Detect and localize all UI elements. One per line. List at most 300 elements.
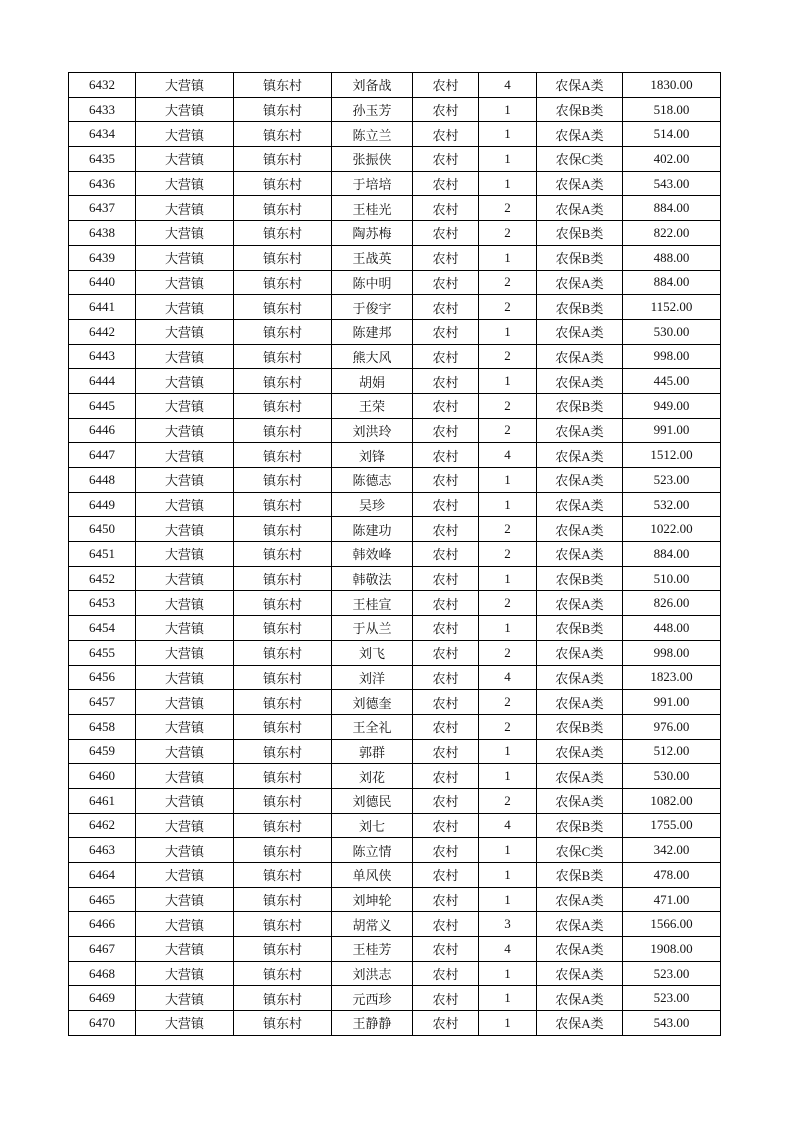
cell-insurance-category: 农保B类 <box>537 863 623 888</box>
cell-record-number: 6469 <box>69 986 136 1011</box>
table-row <box>69 492 721 517</box>
cell-town: 大营镇 <box>136 492 234 517</box>
cell-household-type: 农村 <box>413 393 479 418</box>
cell-village: 镇东村 <box>234 566 332 591</box>
cell-household-type: 农村 <box>413 788 479 813</box>
cell-village: 镇东村 <box>234 245 332 270</box>
cell-name: 王桂光 <box>332 196 413 221</box>
cell-record-number: 6470 <box>69 1011 136 1036</box>
cell-amount: 1823.00 <box>623 665 721 690</box>
cell-record-number: 6459 <box>69 739 136 764</box>
table-row <box>69 937 721 962</box>
cell-name: 胡娟 <box>332 369 413 394</box>
cell-amount: 1082.00 <box>623 788 721 813</box>
cell-record-number: 6463 <box>69 838 136 863</box>
cell-household-type: 农村 <box>413 73 479 98</box>
cell-name: 胡常义 <box>332 912 413 937</box>
cell-town: 大营镇 <box>136 245 234 270</box>
cell-village: 镇东村 <box>234 418 332 443</box>
cell-record-number: 6456 <box>69 665 136 690</box>
cell-insurance-category: 农保A类 <box>537 517 623 542</box>
cell-name: 刘锋 <box>332 443 413 468</box>
cell-village: 镇东村 <box>234 1011 332 1036</box>
cell-family-size: 2 <box>479 788 537 813</box>
cell-town: 大营镇 <box>136 147 234 172</box>
cell-record-number: 6467 <box>69 937 136 962</box>
cell-record-number: 6438 <box>69 221 136 246</box>
cell-village: 镇东村 <box>234 97 332 122</box>
cell-insurance-category: 农保B类 <box>537 97 623 122</box>
cell-insurance-category: 农保B类 <box>537 714 623 739</box>
cell-family-size: 1 <box>479 492 537 517</box>
cell-village: 镇东村 <box>234 344 332 369</box>
cell-name: 刘德奎 <box>332 690 413 715</box>
cell-amount: 1566.00 <box>623 912 721 937</box>
cell-record-number: 6433 <box>69 97 136 122</box>
table-row <box>69 591 721 616</box>
cell-family-size: 1 <box>479 739 537 764</box>
cell-amount: 949.00 <box>623 393 721 418</box>
cell-insurance-category: 农保A类 <box>537 887 623 912</box>
cell-household-type: 农村 <box>413 171 479 196</box>
cell-record-number: 6436 <box>69 171 136 196</box>
table-row <box>69 739 721 764</box>
cell-village: 镇东村 <box>234 393 332 418</box>
cell-village: 镇东村 <box>234 369 332 394</box>
cell-insurance-category: 农保B类 <box>537 616 623 641</box>
cell-amount: 991.00 <box>623 418 721 443</box>
cell-family-size: 1 <box>479 616 537 641</box>
cell-town: 大营镇 <box>136 171 234 196</box>
cell-town: 大营镇 <box>136 221 234 246</box>
cell-town: 大营镇 <box>136 937 234 962</box>
cell-household-type: 农村 <box>413 369 479 394</box>
cell-record-number: 6446 <box>69 418 136 443</box>
cell-amount: 530.00 <box>623 319 721 344</box>
cell-name: 于俊宇 <box>332 295 413 320</box>
table-row <box>69 863 721 888</box>
cell-amount: 543.00 <box>623 171 721 196</box>
cell-household-type: 农村 <box>413 591 479 616</box>
table-row <box>69 171 721 196</box>
cell-household-type: 农村 <box>413 665 479 690</box>
cell-name: 陈立情 <box>332 838 413 863</box>
cell-town: 大营镇 <box>136 369 234 394</box>
cell-name: 吴珍 <box>332 492 413 517</box>
cell-household-type: 农村 <box>413 1011 479 1036</box>
cell-insurance-category: 农保A类 <box>537 764 623 789</box>
cell-family-size: 1 <box>479 147 537 172</box>
cell-insurance-category: 农保A类 <box>537 319 623 344</box>
cell-insurance-category: 农保A类 <box>537 270 623 295</box>
cell-record-number: 6466 <box>69 912 136 937</box>
cell-village: 镇东村 <box>234 986 332 1011</box>
cell-household-type: 农村 <box>413 468 479 493</box>
cell-insurance-category: 农保A类 <box>537 1011 623 1036</box>
table-row <box>69 838 721 863</box>
table-row <box>69 788 721 813</box>
cell-household-type: 农村 <box>413 764 479 789</box>
cell-town: 大营镇 <box>136 912 234 937</box>
cell-amount: 976.00 <box>623 714 721 739</box>
cell-household-type: 农村 <box>413 640 479 665</box>
cell-record-number: 6440 <box>69 270 136 295</box>
cell-family-size: 4 <box>479 73 537 98</box>
cell-town: 大营镇 <box>136 863 234 888</box>
cell-family-size: 4 <box>479 443 537 468</box>
cell-family-size: 2 <box>479 221 537 246</box>
cell-amount: 530.00 <box>623 764 721 789</box>
table-row <box>69 764 721 789</box>
cell-record-number: 6454 <box>69 616 136 641</box>
cell-family-size: 2 <box>479 196 537 221</box>
cell-family-size: 4 <box>479 665 537 690</box>
cell-amount: 884.00 <box>623 196 721 221</box>
cell-record-number: 6453 <box>69 591 136 616</box>
cell-village: 镇东村 <box>234 221 332 246</box>
cell-amount: 998.00 <box>623 344 721 369</box>
cell-town: 大营镇 <box>136 1011 234 1036</box>
table-row <box>69 73 721 98</box>
cell-village: 镇东村 <box>234 468 332 493</box>
cell-name: 张振侠 <box>332 147 413 172</box>
table-row <box>69 122 721 147</box>
cell-household-type: 农村 <box>413 517 479 542</box>
cell-household-type: 农村 <box>413 147 479 172</box>
cell-family-size: 1 <box>479 887 537 912</box>
cell-town: 大营镇 <box>136 591 234 616</box>
cell-insurance-category: 农保A类 <box>537 418 623 443</box>
cell-household-type: 农村 <box>413 616 479 641</box>
cell-insurance-category: 农保A类 <box>537 912 623 937</box>
cell-household-type: 农村 <box>413 344 479 369</box>
cell-name: 陈德志 <box>332 468 413 493</box>
cell-town: 大营镇 <box>136 961 234 986</box>
cell-name: 陈中明 <box>332 270 413 295</box>
table-row <box>69 270 721 295</box>
cell-name: 王战英 <box>332 245 413 270</box>
cell-insurance-category: 农保B类 <box>537 813 623 838</box>
cell-town: 大营镇 <box>136 122 234 147</box>
cell-town: 大营镇 <box>136 714 234 739</box>
cell-town: 大营镇 <box>136 295 234 320</box>
cell-village: 镇东村 <box>234 517 332 542</box>
cell-amount: 822.00 <box>623 221 721 246</box>
cell-village: 镇东村 <box>234 788 332 813</box>
cell-town: 大营镇 <box>136 986 234 1011</box>
cell-household-type: 农村 <box>413 937 479 962</box>
cell-town: 大营镇 <box>136 739 234 764</box>
cell-name: 刘七 <box>332 813 413 838</box>
cell-amount: 998.00 <box>623 640 721 665</box>
cell-record-number: 6461 <box>69 788 136 813</box>
cell-record-number: 6445 <box>69 393 136 418</box>
table-body <box>69 73 721 1036</box>
cell-village: 镇东村 <box>234 443 332 468</box>
cell-insurance-category: 农保A类 <box>537 739 623 764</box>
cell-name: 孙玉芳 <box>332 97 413 122</box>
cell-amount: 523.00 <box>623 986 721 1011</box>
cell-family-size: 1 <box>479 566 537 591</box>
table-row <box>69 813 721 838</box>
cell-amount: 991.00 <box>623 690 721 715</box>
cell-village: 镇东村 <box>234 73 332 98</box>
table-row <box>69 640 721 665</box>
cell-family-size: 1 <box>479 764 537 789</box>
table-row <box>69 221 721 246</box>
table-row <box>69 295 721 320</box>
cell-family-size: 1 <box>479 468 537 493</box>
table-row <box>69 443 721 468</box>
cell-amount: 1512.00 <box>623 443 721 468</box>
cell-village: 镇东村 <box>234 492 332 517</box>
cell-amount: 514.00 <box>623 122 721 147</box>
cell-insurance-category: 农保A类 <box>537 542 623 567</box>
cell-name: 于培培 <box>332 171 413 196</box>
cell-insurance-category: 农保A类 <box>537 937 623 962</box>
cell-town: 大营镇 <box>136 319 234 344</box>
cell-name: 刘洋 <box>332 665 413 690</box>
cell-household-type: 农村 <box>413 986 479 1011</box>
cell-name: 于从兰 <box>332 616 413 641</box>
cell-household-type: 农村 <box>413 122 479 147</box>
table-row <box>69 369 721 394</box>
cell-household-type: 农村 <box>413 270 479 295</box>
cell-town: 大营镇 <box>136 443 234 468</box>
cell-town: 大营镇 <box>136 665 234 690</box>
cell-amount: 1830.00 <box>623 73 721 98</box>
cell-amount: 402.00 <box>623 147 721 172</box>
cell-household-type: 农村 <box>413 492 479 517</box>
cell-village: 镇东村 <box>234 838 332 863</box>
cell-amount: 1908.00 <box>623 937 721 962</box>
cell-town: 大营镇 <box>136 616 234 641</box>
cell-amount: 884.00 <box>623 270 721 295</box>
cell-household-type: 农村 <box>413 690 479 715</box>
cell-family-size: 2 <box>479 640 537 665</box>
cell-insurance-category: 农保B类 <box>537 245 623 270</box>
table-row <box>69 961 721 986</box>
cell-amount: 1152.00 <box>623 295 721 320</box>
cell-town: 大营镇 <box>136 196 234 221</box>
cell-village: 镇东村 <box>234 887 332 912</box>
cell-name: 陈建功 <box>332 517 413 542</box>
cell-record-number: 6448 <box>69 468 136 493</box>
table-row <box>69 245 721 270</box>
cell-village: 镇东村 <box>234 171 332 196</box>
cell-record-number: 6462 <box>69 813 136 838</box>
cell-town: 大营镇 <box>136 418 234 443</box>
cell-insurance-category: 农保A类 <box>537 122 623 147</box>
cell-amount: 884.00 <box>623 542 721 567</box>
cell-household-type: 农村 <box>413 295 479 320</box>
cell-household-type: 农村 <box>413 196 479 221</box>
cell-insurance-category: 农保B类 <box>537 393 623 418</box>
cell-record-number: 6442 <box>69 319 136 344</box>
cell-amount: 518.00 <box>623 97 721 122</box>
cell-insurance-category: 农保A类 <box>537 665 623 690</box>
cell-record-number: 6441 <box>69 295 136 320</box>
cell-household-type: 农村 <box>413 97 479 122</box>
cell-amount: 445.00 <box>623 369 721 394</box>
cell-record-number: 6457 <box>69 690 136 715</box>
table-row <box>69 912 721 937</box>
cell-family-size: 2 <box>479 344 537 369</box>
table-row <box>69 393 721 418</box>
cell-village: 镇东村 <box>234 912 332 937</box>
cell-family-size: 1 <box>479 245 537 270</box>
cell-record-number: 6468 <box>69 961 136 986</box>
cell-amount: 488.00 <box>623 245 721 270</box>
cell-town: 大营镇 <box>136 270 234 295</box>
cell-insurance-category: 农保C类 <box>537 147 623 172</box>
cell-village: 镇东村 <box>234 714 332 739</box>
table-row <box>69 542 721 567</box>
subsidy-table <box>68 72 721 1036</box>
cell-name: 韩敬法 <box>332 566 413 591</box>
cell-amount: 1022.00 <box>623 517 721 542</box>
cell-family-size: 2 <box>479 542 537 567</box>
cell-village: 镇东村 <box>234 147 332 172</box>
cell-insurance-category: 农保A类 <box>537 640 623 665</box>
cell-village: 镇东村 <box>234 764 332 789</box>
cell-town: 大营镇 <box>136 640 234 665</box>
cell-record-number: 6444 <box>69 369 136 394</box>
cell-town: 大营镇 <box>136 344 234 369</box>
cell-name: 韩效峰 <box>332 542 413 567</box>
cell-household-type: 农村 <box>413 319 479 344</box>
cell-town: 大营镇 <box>136 542 234 567</box>
table-row <box>69 418 721 443</box>
cell-village: 镇东村 <box>234 937 332 962</box>
table-row <box>69 319 721 344</box>
cell-family-size: 1 <box>479 122 537 147</box>
cell-family-size: 2 <box>479 714 537 739</box>
cell-insurance-category: 农保B类 <box>537 566 623 591</box>
cell-record-number: 6450 <box>69 517 136 542</box>
cell-amount: 543.00 <box>623 1011 721 1036</box>
cell-insurance-category: 农保B类 <box>537 295 623 320</box>
cell-family-size: 2 <box>479 295 537 320</box>
cell-family-size: 1 <box>479 986 537 1011</box>
cell-record-number: 6437 <box>69 196 136 221</box>
cell-town: 大营镇 <box>136 517 234 542</box>
cell-insurance-category: 农保A类 <box>537 492 623 517</box>
cell-insurance-category: 农保A类 <box>537 196 623 221</box>
cell-household-type: 农村 <box>413 887 479 912</box>
table-row <box>69 517 721 542</box>
table-row <box>69 344 721 369</box>
cell-record-number: 6458 <box>69 714 136 739</box>
cell-record-number: 6451 <box>69 542 136 567</box>
cell-amount: 471.00 <box>623 887 721 912</box>
table-row <box>69 887 721 912</box>
cell-town: 大营镇 <box>136 468 234 493</box>
cell-amount: 342.00 <box>623 838 721 863</box>
cell-household-type: 农村 <box>413 961 479 986</box>
cell-village: 镇东村 <box>234 616 332 641</box>
cell-town: 大营镇 <box>136 788 234 813</box>
cell-insurance-category: 农保A类 <box>537 788 623 813</box>
cell-record-number: 6432 <box>69 73 136 98</box>
cell-village: 镇东村 <box>234 196 332 221</box>
cell-town: 大营镇 <box>136 97 234 122</box>
cell-amount: 523.00 <box>623 468 721 493</box>
cell-family-size: 1 <box>479 838 537 863</box>
cell-family-size: 1 <box>479 319 537 344</box>
cell-family-size: 2 <box>479 517 537 542</box>
cell-record-number: 6460 <box>69 764 136 789</box>
cell-town: 大营镇 <box>136 690 234 715</box>
cell-name: 刘洪玲 <box>332 418 413 443</box>
cell-household-type: 农村 <box>413 542 479 567</box>
cell-household-type: 农村 <box>413 739 479 764</box>
cell-family-size: 1 <box>479 961 537 986</box>
cell-record-number: 6447 <box>69 443 136 468</box>
cell-village: 镇东村 <box>234 640 332 665</box>
table-row <box>69 196 721 221</box>
cell-amount: 826.00 <box>623 591 721 616</box>
cell-insurance-category: 农保A类 <box>537 591 623 616</box>
cell-family-size: 2 <box>479 591 537 616</box>
cell-family-size: 1 <box>479 171 537 196</box>
table-row <box>69 468 721 493</box>
cell-insurance-category: 农保A类 <box>537 171 623 196</box>
cell-family-size: 2 <box>479 270 537 295</box>
cell-insurance-category: 农保A类 <box>537 344 623 369</box>
cell-family-size: 1 <box>479 1011 537 1036</box>
cell-name: 王全礼 <box>332 714 413 739</box>
cell-name: 元西珍 <box>332 986 413 1011</box>
table-row <box>69 690 721 715</box>
cell-family-size: 2 <box>479 393 537 418</box>
cell-name: 刘飞 <box>332 640 413 665</box>
cell-family-size: 3 <box>479 912 537 937</box>
cell-name: 刘花 <box>332 764 413 789</box>
table-row <box>69 986 721 1011</box>
cell-amount: 512.00 <box>623 739 721 764</box>
cell-village: 镇东村 <box>234 665 332 690</box>
cell-town: 大营镇 <box>136 393 234 418</box>
cell-amount: 510.00 <box>623 566 721 591</box>
cell-insurance-category: 农保C类 <box>537 838 623 863</box>
cell-family-size: 2 <box>479 418 537 443</box>
table-row <box>69 714 721 739</box>
cell-insurance-category: 农保A类 <box>537 443 623 468</box>
cell-insurance-category: 农保A类 <box>537 73 623 98</box>
cell-name: 王荣 <box>332 393 413 418</box>
table-row <box>69 97 721 122</box>
cell-village: 镇东村 <box>234 270 332 295</box>
cell-insurance-category: 农保A类 <box>537 468 623 493</box>
cell-amount: 523.00 <box>623 961 721 986</box>
cell-record-number: 6443 <box>69 344 136 369</box>
cell-town: 大营镇 <box>136 887 234 912</box>
cell-record-number: 6439 <box>69 245 136 270</box>
cell-name: 单风侠 <box>332 863 413 888</box>
cell-family-size: 1 <box>479 863 537 888</box>
cell-village: 镇东村 <box>234 863 332 888</box>
cell-family-size: 1 <box>479 97 537 122</box>
cell-village: 镇东村 <box>234 122 332 147</box>
cell-household-type: 农村 <box>413 912 479 937</box>
cell-household-type: 农村 <box>413 838 479 863</box>
cell-name: 郭群 <box>332 739 413 764</box>
cell-village: 镇东村 <box>234 961 332 986</box>
cell-insurance-category: 农保A类 <box>537 986 623 1011</box>
cell-village: 镇东村 <box>234 542 332 567</box>
cell-household-type: 农村 <box>413 221 479 246</box>
